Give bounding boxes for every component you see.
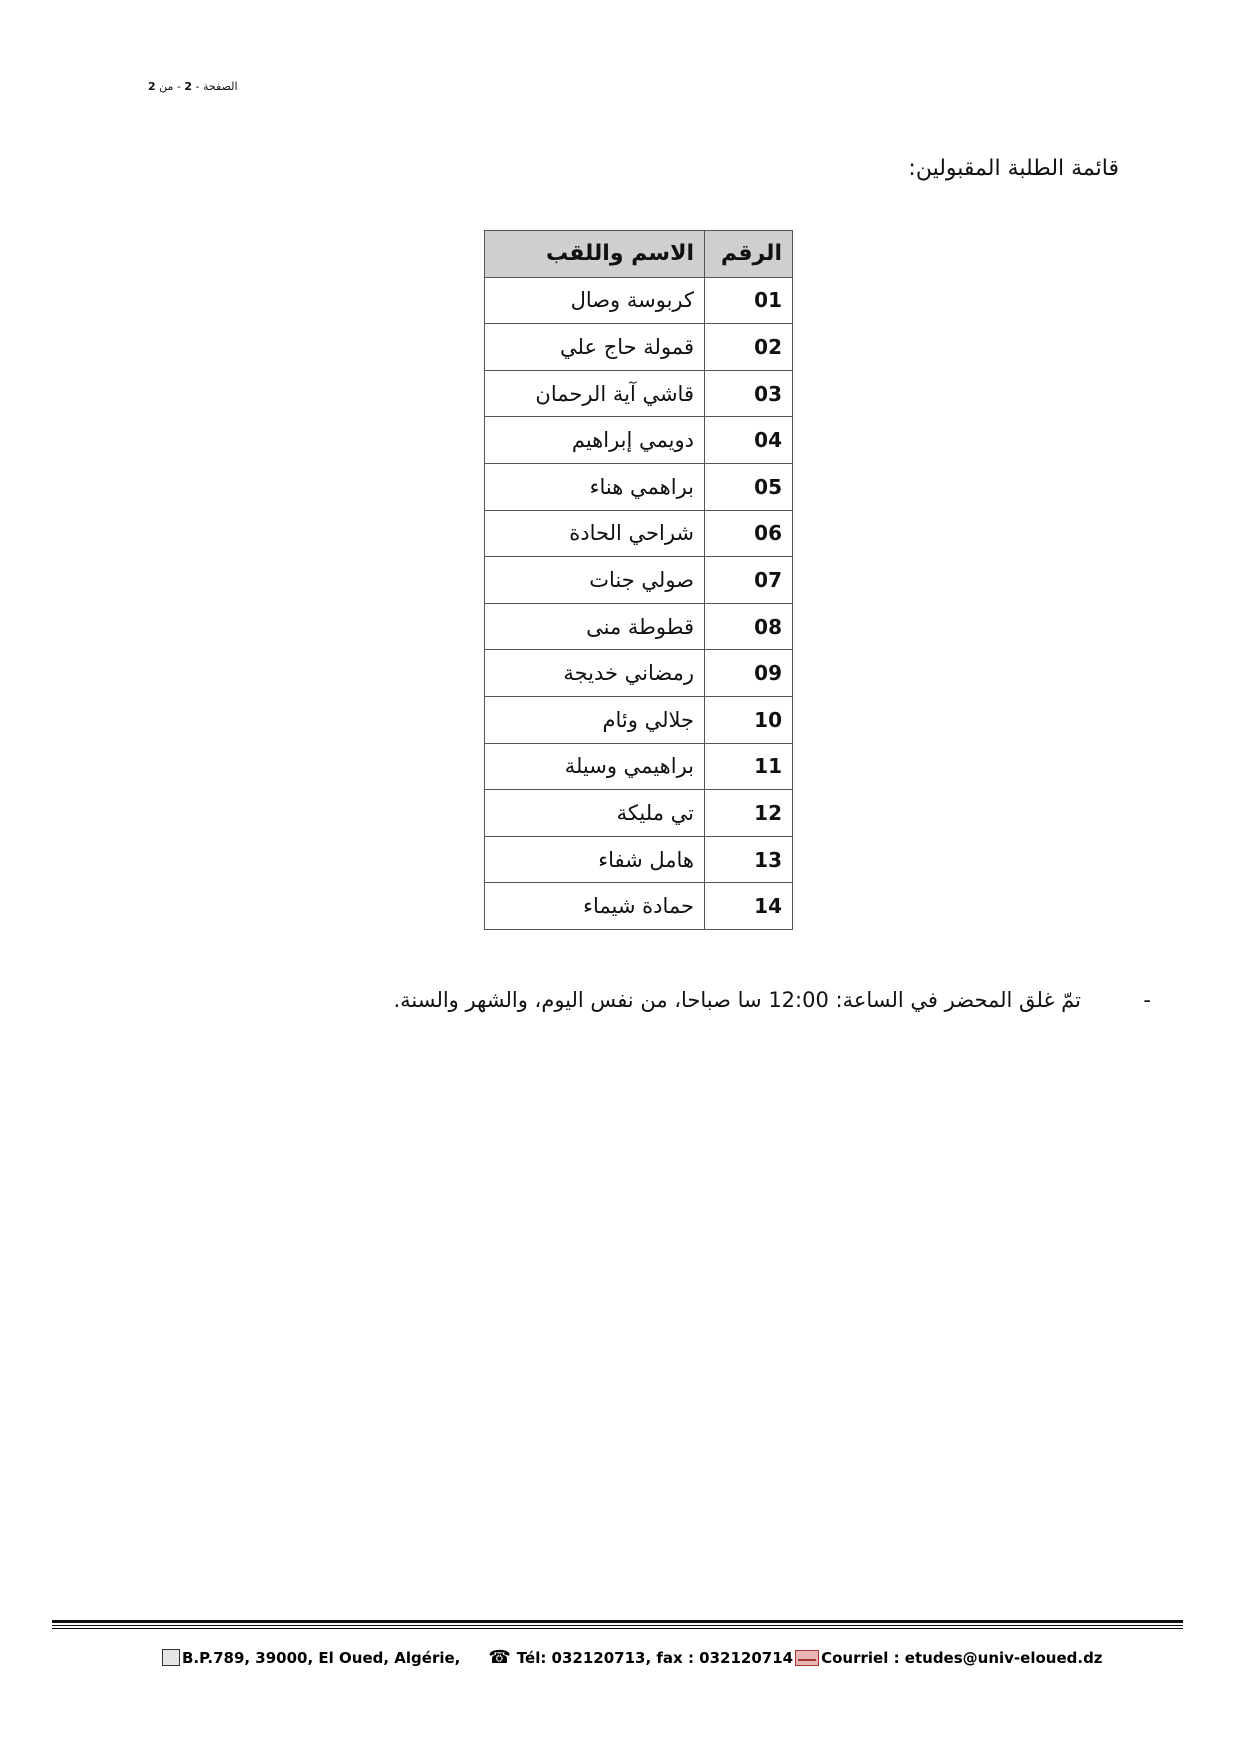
- row-number: 14: [705, 883, 793, 930]
- student-name: حمادة شيماء: [485, 883, 705, 930]
- footer-divider: [52, 1625, 1183, 1626]
- footer-divider: [52, 1620, 1183, 1623]
- footer-address: B.P.789, 39000, El Oued, Algérie,: [182, 1648, 461, 1667]
- footer-email: Courriel : etudes@univ-eloued.dz: [821, 1648, 1103, 1667]
- page-label-sep: - من: [159, 80, 181, 93]
- column-header-number: الرقم: [705, 231, 793, 278]
- table-row: [485, 277, 793, 324]
- row-number: 02: [705, 324, 793, 371]
- table-row: [485, 836, 793, 883]
- page-current: 2: [184, 80, 193, 93]
- row-number: 07: [705, 557, 793, 604]
- row-number: 10: [705, 696, 793, 743]
- page-total: 2: [148, 80, 156, 93]
- row-number: 05: [705, 463, 793, 510]
- table-row: [485, 370, 793, 417]
- footer-divider: [52, 1628, 1183, 1629]
- page-indicator: [148, 80, 238, 93]
- closing-text: تمّ غلق المحضر في الساعة: 12:00 سا صباحا، من نفس اليوم، والشهر والسنة.: [393, 988, 1081, 1012]
- student-name: هامل شفاء: [485, 836, 705, 883]
- student-name: قطوطة منى: [485, 603, 705, 650]
- table-row: [485, 790, 793, 837]
- row-number: 12: [705, 790, 793, 837]
- section-title: قائمة الطلبة المقبولين:: [908, 156, 1119, 181]
- student-name: قمولة حاج علي: [485, 324, 705, 371]
- table-row: [485, 463, 793, 510]
- table-row: [485, 696, 793, 743]
- table-row: [485, 557, 793, 604]
- student-name: رمضاني خديجة: [485, 650, 705, 697]
- row-number: 04: [705, 417, 793, 464]
- row-number: 01: [705, 277, 793, 324]
- student-name: قاشي آية الرحمان: [485, 370, 705, 417]
- students-table: [484, 230, 793, 930]
- table-row: [485, 603, 793, 650]
- table-row: [485, 417, 793, 464]
- bullet-dash: -: [1143, 988, 1151, 1012]
- table-row: [485, 743, 793, 790]
- student-name: براهمي هناء: [485, 463, 705, 510]
- envelope-box-icon: [162, 1649, 180, 1666]
- row-number: 03: [705, 370, 793, 417]
- page-label-prefix: الصفحة -: [195, 80, 238, 93]
- footer-phone: Tél: 032120713, fax : 032120714: [516, 1648, 794, 1667]
- row-number: 06: [705, 510, 793, 557]
- student-name: كربوسة وصال: [485, 277, 705, 324]
- row-number: 08: [705, 603, 793, 650]
- row-number: 09: [705, 650, 793, 697]
- student-name: تي مليكة: [485, 790, 705, 837]
- mail-icon: [795, 1650, 819, 1666]
- footer: [162, 1647, 1103, 1668]
- table-row: [485, 650, 793, 697]
- table-header-row: [485, 231, 793, 278]
- student-name: شراحي الحادة: [485, 510, 705, 557]
- table-row: [485, 510, 793, 557]
- student-name: دويمي إبراهيم: [485, 417, 705, 464]
- row-number: 13: [705, 836, 793, 883]
- telephone-icon: ☎: [488, 1647, 511, 1668]
- row-number: 11: [705, 743, 793, 790]
- table-row: [485, 883, 793, 930]
- table-row: [485, 324, 793, 371]
- student-name: براهيمي وسيلة: [485, 743, 705, 790]
- student-name: صولي جنات: [485, 557, 705, 604]
- column-header-name: الاسم واللقب: [485, 231, 705, 278]
- student-name: جلالي وئام: [485, 696, 705, 743]
